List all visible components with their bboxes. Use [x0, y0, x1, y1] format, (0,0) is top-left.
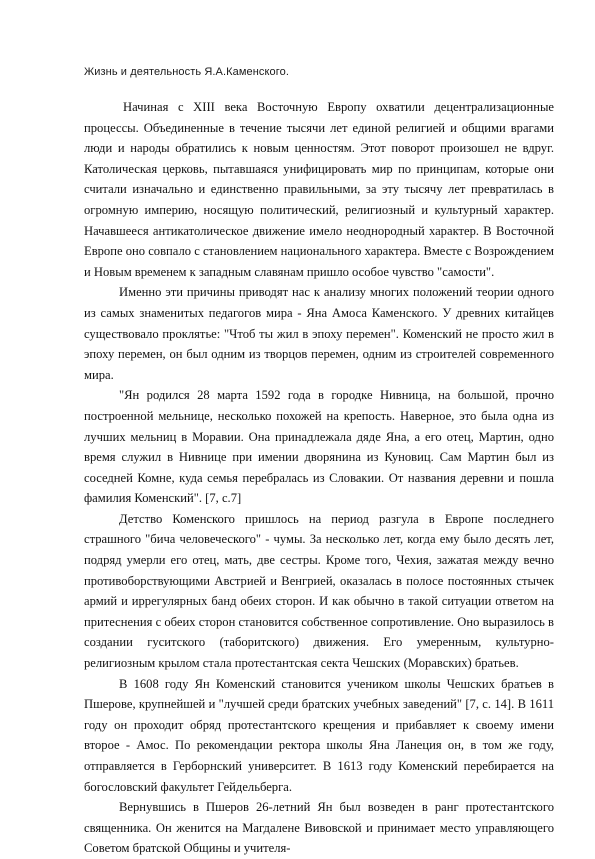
paragraph-3: "Ян родился 28 марта 1592 года в городке Нивница, на большой, прочно построенной мельнице, несколько похожей на крепость. Наверное, это была одна из лучших мельниц в Моравии. Она принадлежала дяде Яна, а его отец, Мартин, одно время служил в Нивнице при имении дворянина из Куновиц. Сам Мартин был из соседней Комне, куда семья перебралась из Словакии. От названия деревни и пошла фамилия Коменский". [7, с.7]: [84, 388, 554, 506]
paragraph-5: В 1608 году Ян Коменский становится учеником школы Чешских братьев в Пшерове, крупнейшей и "лучшей среди братских учебных заведений" [7, с. 14]. В 1611 году он проходит обряд протестантского крещения и прибавляет к своему имени второе - Амос. По рекомендации ректора школы Яна Ланеция он, в том же году, отправляется в Герборнский университет. В 1613 году Коменский перебирается на богословский факультет Гейдельберга.: [84, 676, 554, 794]
document-title: Жизнь и деятельность Я.А.Каменского.: [84, 66, 290, 78]
document-body: [84, 97, 554, 859]
paragraph-4: Детство Коменского пришлось на период разгула в Европе последнего страшного "бича человеческого" - чумы. За несколько лет, когда ему было десять лет, подряд умерли его отец, мать, две сестры. Кроме того, Чехия, зажатая между вечно противоборствующими Австрией и Венгрией, оказалась в полосе постоянных стычек армий и иррегулярных банд обеих сторон. И как обычно в такой ситуации ответом на притеснения с обеих сторон становится собственное сопротивление. Оно выразилось в создании гуситского (таборитского) движения. Его умеренным, культурно-религиозным крылом стала протестантская секта Чешских (Моравских) братьев.: [84, 511, 554, 671]
paragraph-2: Именно эти причины приводят нас к анализу многих положений теории одного из самых знаменитых педагогов мира - Яна Амоса Каменского. У древних китайцев существовало проклятье: "Чтоб ты жил в эпоху перемен". Коменский не просто жил в эпоху перемен, он был одним из творцов перемен, одним из строителей современного мира.: [84, 285, 554, 382]
paragraph-6: Вернувшись в Пшеров 26-летний Ян был возведен в ранг протестантского священника. Он женится на Магдалене Вивовской и принимает место управляющего Советом братской Общины и учителя-: [84, 800, 554, 856]
paragraph-1: Начиная с XIII века Восточную Европу охватили децентрализационные процессы. Объединенные в течение тысячи лет единой религией и общими врагами люди и народы обратились к новым ценностям. Этот поворот произошел не вдруг. Католическая церковь, пытавшаяся унифицировать мир по принципам, которые они считали изначально и единственно правильными, за эту тысячу лет превратилась в огромную империю, носящую политический, религиозный и культурный характер. Начавшееся антикатолическое движение имело неоднородный характер. В Восточной Европе оно совпало с становлением национального характера. Вместе с Возрождением и Новым временем к западным славянам пришло особое чувство "самости".: [84, 100, 554, 279]
